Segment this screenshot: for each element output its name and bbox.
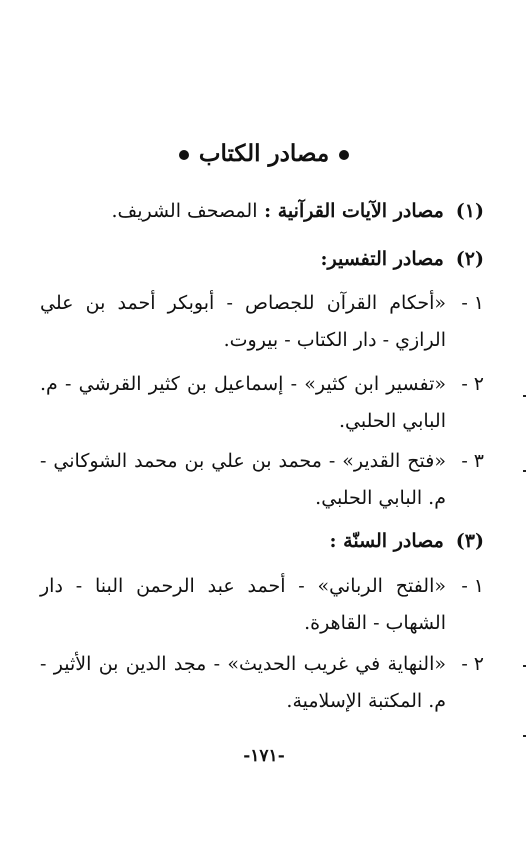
reference-entry: «أحكام القرآن للجصاص - أبوبكر أحمد بن علي الرازي - دار الكتاب - بيروت. — [40, 292, 446, 351]
bullet-dot-icon — [179, 150, 189, 160]
reference-entry: «الفتح الرباني» - أحمد عبد الرحمن البنا - دار الشهاب - القاهرة. — [40, 575, 446, 634]
section-3-number: (٣) — [455, 530, 484, 552]
bullet-dot-icon — [339, 150, 349, 160]
section-3-title: مصادر السنّة : — [329, 530, 444, 552]
entry-number: ٢ - — [461, 653, 484, 675]
entry-number: ١ - — [461, 575, 484, 597]
margin-mark — [523, 470, 526, 472]
heading-text: مصادر الكتاب — [198, 140, 330, 167]
margin-mark — [523, 665, 526, 667]
page-number: -١٧١- — [243, 746, 285, 766]
reference-entry: «تفسير ابن كثير» - إسماعيل بن كثير القرشي - م. البابي الحلبي. — [40, 373, 446, 432]
page-heading — [0, 140, 528, 167]
section-2-number: (٢) — [455, 248, 484, 270]
section-2-title: مصادر التفسير: — [320, 248, 444, 270]
reference-entry: «فتح القدير» - محمد بن علي بن محمد الشوكاني - م. البابي الحلبي. — [40, 450, 446, 509]
entry-number: ١ - — [461, 292, 484, 314]
margin-mark — [523, 395, 526, 397]
section-2-header — [320, 248, 484, 270]
section-1-title: مصادر الآيات القرآنية : — [264, 200, 444, 222]
section-1 — [111, 200, 484, 222]
section-1-text: المصحف الشريف. — [111, 200, 258, 222]
margin-mark — [523, 735, 526, 737]
entry-number: ٢ - — [461, 373, 484, 395]
section-1-number: (١) — [455, 200, 484, 222]
reference-entry: «النهاية في غريب الحديث» - مجد الدين بن الأثير - م. المكتبة الإسلامية. — [40, 653, 446, 712]
entry-number: ٣ - — [461, 450, 484, 472]
section-3-header — [330, 530, 484, 552]
